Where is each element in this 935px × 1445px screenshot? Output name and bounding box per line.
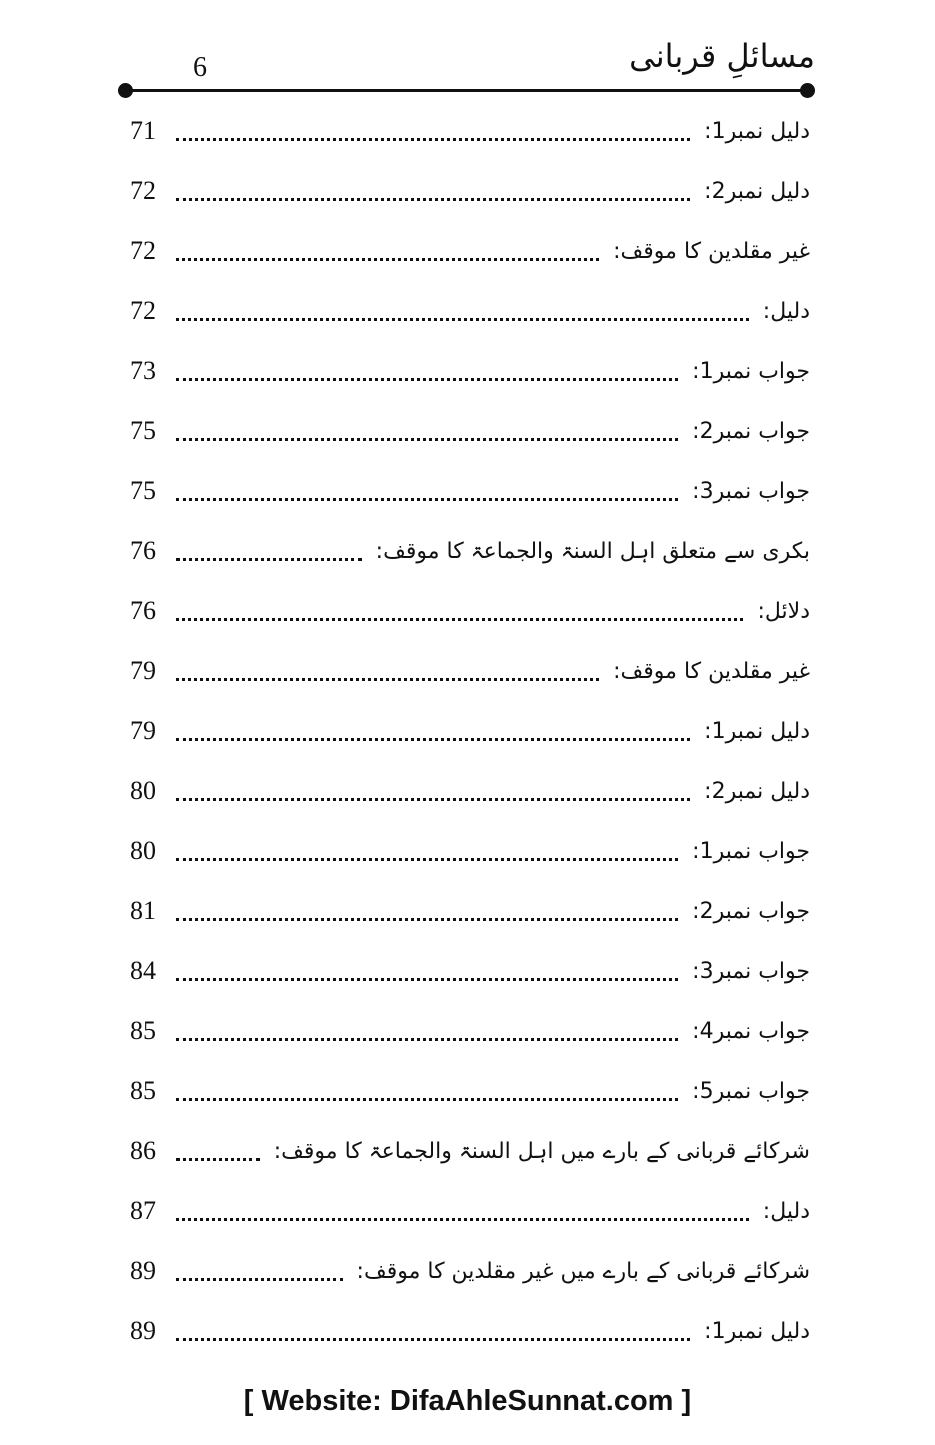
header-rule-dot-right — [800, 83, 815, 98]
toc-dot-leader — [176, 378, 678, 381]
toc-dot-leader — [176, 1278, 343, 1281]
toc-entry-label: شرکائے قربانی کے بارے میں غیر مقلدین کا موقف: — [356, 1258, 810, 1284]
toc-dot-leader — [176, 1338, 690, 1341]
toc-entry-label: غیر مقلدین کا موقف: — [613, 238, 810, 264]
toc-dot-leader — [176, 198, 690, 201]
toc-entry-page: 76 — [130, 536, 156, 565]
toc-entry-page: 75 — [130, 476, 156, 505]
toc-entry[interactable] — [130, 101, 810, 161]
website-footer: [ Website: DifaAhleSunnat.com ] — [243, 1385, 692, 1417]
toc-entry-page: 81 — [130, 896, 156, 925]
toc-dot-leader — [176, 618, 743, 621]
toc-entry[interactable] — [130, 341, 810, 401]
toc-entry-page: 85 — [130, 1016, 156, 1045]
toc-entry[interactable] — [130, 761, 810, 821]
toc-entry-label: دلیل نمبر1: — [704, 118, 810, 144]
toc-entry[interactable] — [130, 1061, 810, 1121]
toc-entry-label: جواب نمبر1: — [692, 838, 810, 864]
toc-dot-leader — [176, 798, 690, 801]
toc-dot-leader — [176, 858, 678, 861]
toc-entry-label: جواب نمبر3: — [692, 958, 810, 984]
toc-entry-label: جواب نمبر4: — [692, 1018, 810, 1044]
toc-entry-label: جواب نمبر5: — [692, 1078, 810, 1104]
toc-entry[interactable] — [130, 521, 810, 581]
toc-entry-page: 75 — [130, 416, 156, 445]
toc-dot-leader — [176, 258, 599, 261]
toc-entry[interactable] — [130, 281, 810, 341]
toc-entry[interactable] — [130, 1301, 810, 1361]
header-rule-dot-left — [118, 83, 133, 98]
toc-entry[interactable] — [130, 581, 810, 641]
toc-entry[interactable] — [130, 161, 810, 221]
toc-entry-label: جواب نمبر2: — [692, 418, 810, 444]
toc-dot-leader — [176, 1218, 749, 1221]
book-title: مسائلِ قربانی — [629, 37, 815, 75]
toc-dot-leader — [176, 498, 678, 501]
toc-entry-page: 72 — [130, 296, 156, 325]
toc-entry-label: دلائل: — [757, 598, 810, 624]
toc-entry-page: 80 — [130, 776, 156, 805]
toc-entry-page: 76 — [130, 596, 156, 625]
toc-entry-label: دلیل نمبر2: — [704, 778, 810, 804]
toc-dot-leader — [176, 1158, 260, 1161]
toc-entry[interactable] — [130, 701, 810, 761]
table-of-contents — [130, 101, 810, 1361]
toc-entry-label: دلیل نمبر1: — [704, 718, 810, 744]
toc-entry-label: غیر مقلدین کا موقف: — [613, 658, 810, 684]
toc-entry-label: جواب نمبر2: — [692, 898, 810, 924]
toc-entry-page: 84 — [130, 956, 156, 985]
toc-dot-leader — [176, 138, 690, 141]
toc-entry-label: دلیل: — [762, 298, 810, 324]
toc-entry[interactable] — [130, 1241, 810, 1301]
toc-entry-page: 79 — [130, 656, 156, 685]
toc-entry[interactable] — [130, 641, 810, 701]
toc-dot-leader — [176, 558, 362, 561]
toc-entry-label: بکری سے متعلق اہل السنۃ والجماعۃ کا موقف: — [375, 538, 810, 564]
toc-entry-label: دلیل: — [762, 1198, 810, 1224]
toc-entry[interactable] — [130, 221, 810, 281]
toc-entry-page: 71 — [130, 116, 156, 145]
toc-dot-leader — [176, 978, 678, 981]
toc-entry[interactable] — [130, 941, 810, 1001]
toc-dot-leader — [176, 318, 749, 321]
toc-entry-page: 72 — [130, 176, 156, 205]
toc-entry[interactable] — [130, 401, 810, 461]
header-rule — [126, 89, 808, 92]
toc-entry-label: جواب نمبر1: — [692, 358, 810, 384]
page-number: 6 — [193, 52, 207, 83]
toc-entry[interactable] — [130, 1181, 810, 1241]
toc-entry-label: شرکائے قربانی کے بارے میں اہل السنۃ والجماعۃ کا موقف: — [273, 1138, 810, 1164]
toc-entry-page: 79 — [130, 716, 156, 745]
toc-entry[interactable] — [130, 881, 810, 941]
toc-dot-leader — [176, 738, 690, 741]
toc-entry-page: 80 — [130, 836, 156, 865]
toc-entry[interactable] — [130, 821, 810, 881]
toc-entry[interactable] — [130, 461, 810, 521]
toc-dot-leader — [176, 918, 678, 921]
toc-entry-page: 72 — [130, 236, 156, 265]
toc-dot-leader — [176, 1038, 678, 1041]
toc-entry-label: جواب نمبر3: — [692, 478, 810, 504]
toc-entry-label: دلیل نمبر1: — [704, 1318, 810, 1344]
toc-entry-page: 89 — [130, 1256, 156, 1285]
toc-entry-page: 87 — [130, 1196, 156, 1225]
toc-dot-leader — [176, 438, 678, 441]
toc-entry-page: 85 — [130, 1076, 156, 1105]
toc-entry-label: دلیل نمبر2: — [704, 178, 810, 204]
toc-entry-page: 73 — [130, 356, 156, 385]
toc-entry-page: 86 — [130, 1136, 156, 1165]
toc-entry[interactable] — [130, 1121, 810, 1181]
toc-dot-leader — [176, 678, 599, 681]
toc-dot-leader — [176, 1098, 678, 1101]
toc-entry-page: 89 — [130, 1316, 156, 1345]
toc-entry[interactable] — [130, 1001, 810, 1061]
